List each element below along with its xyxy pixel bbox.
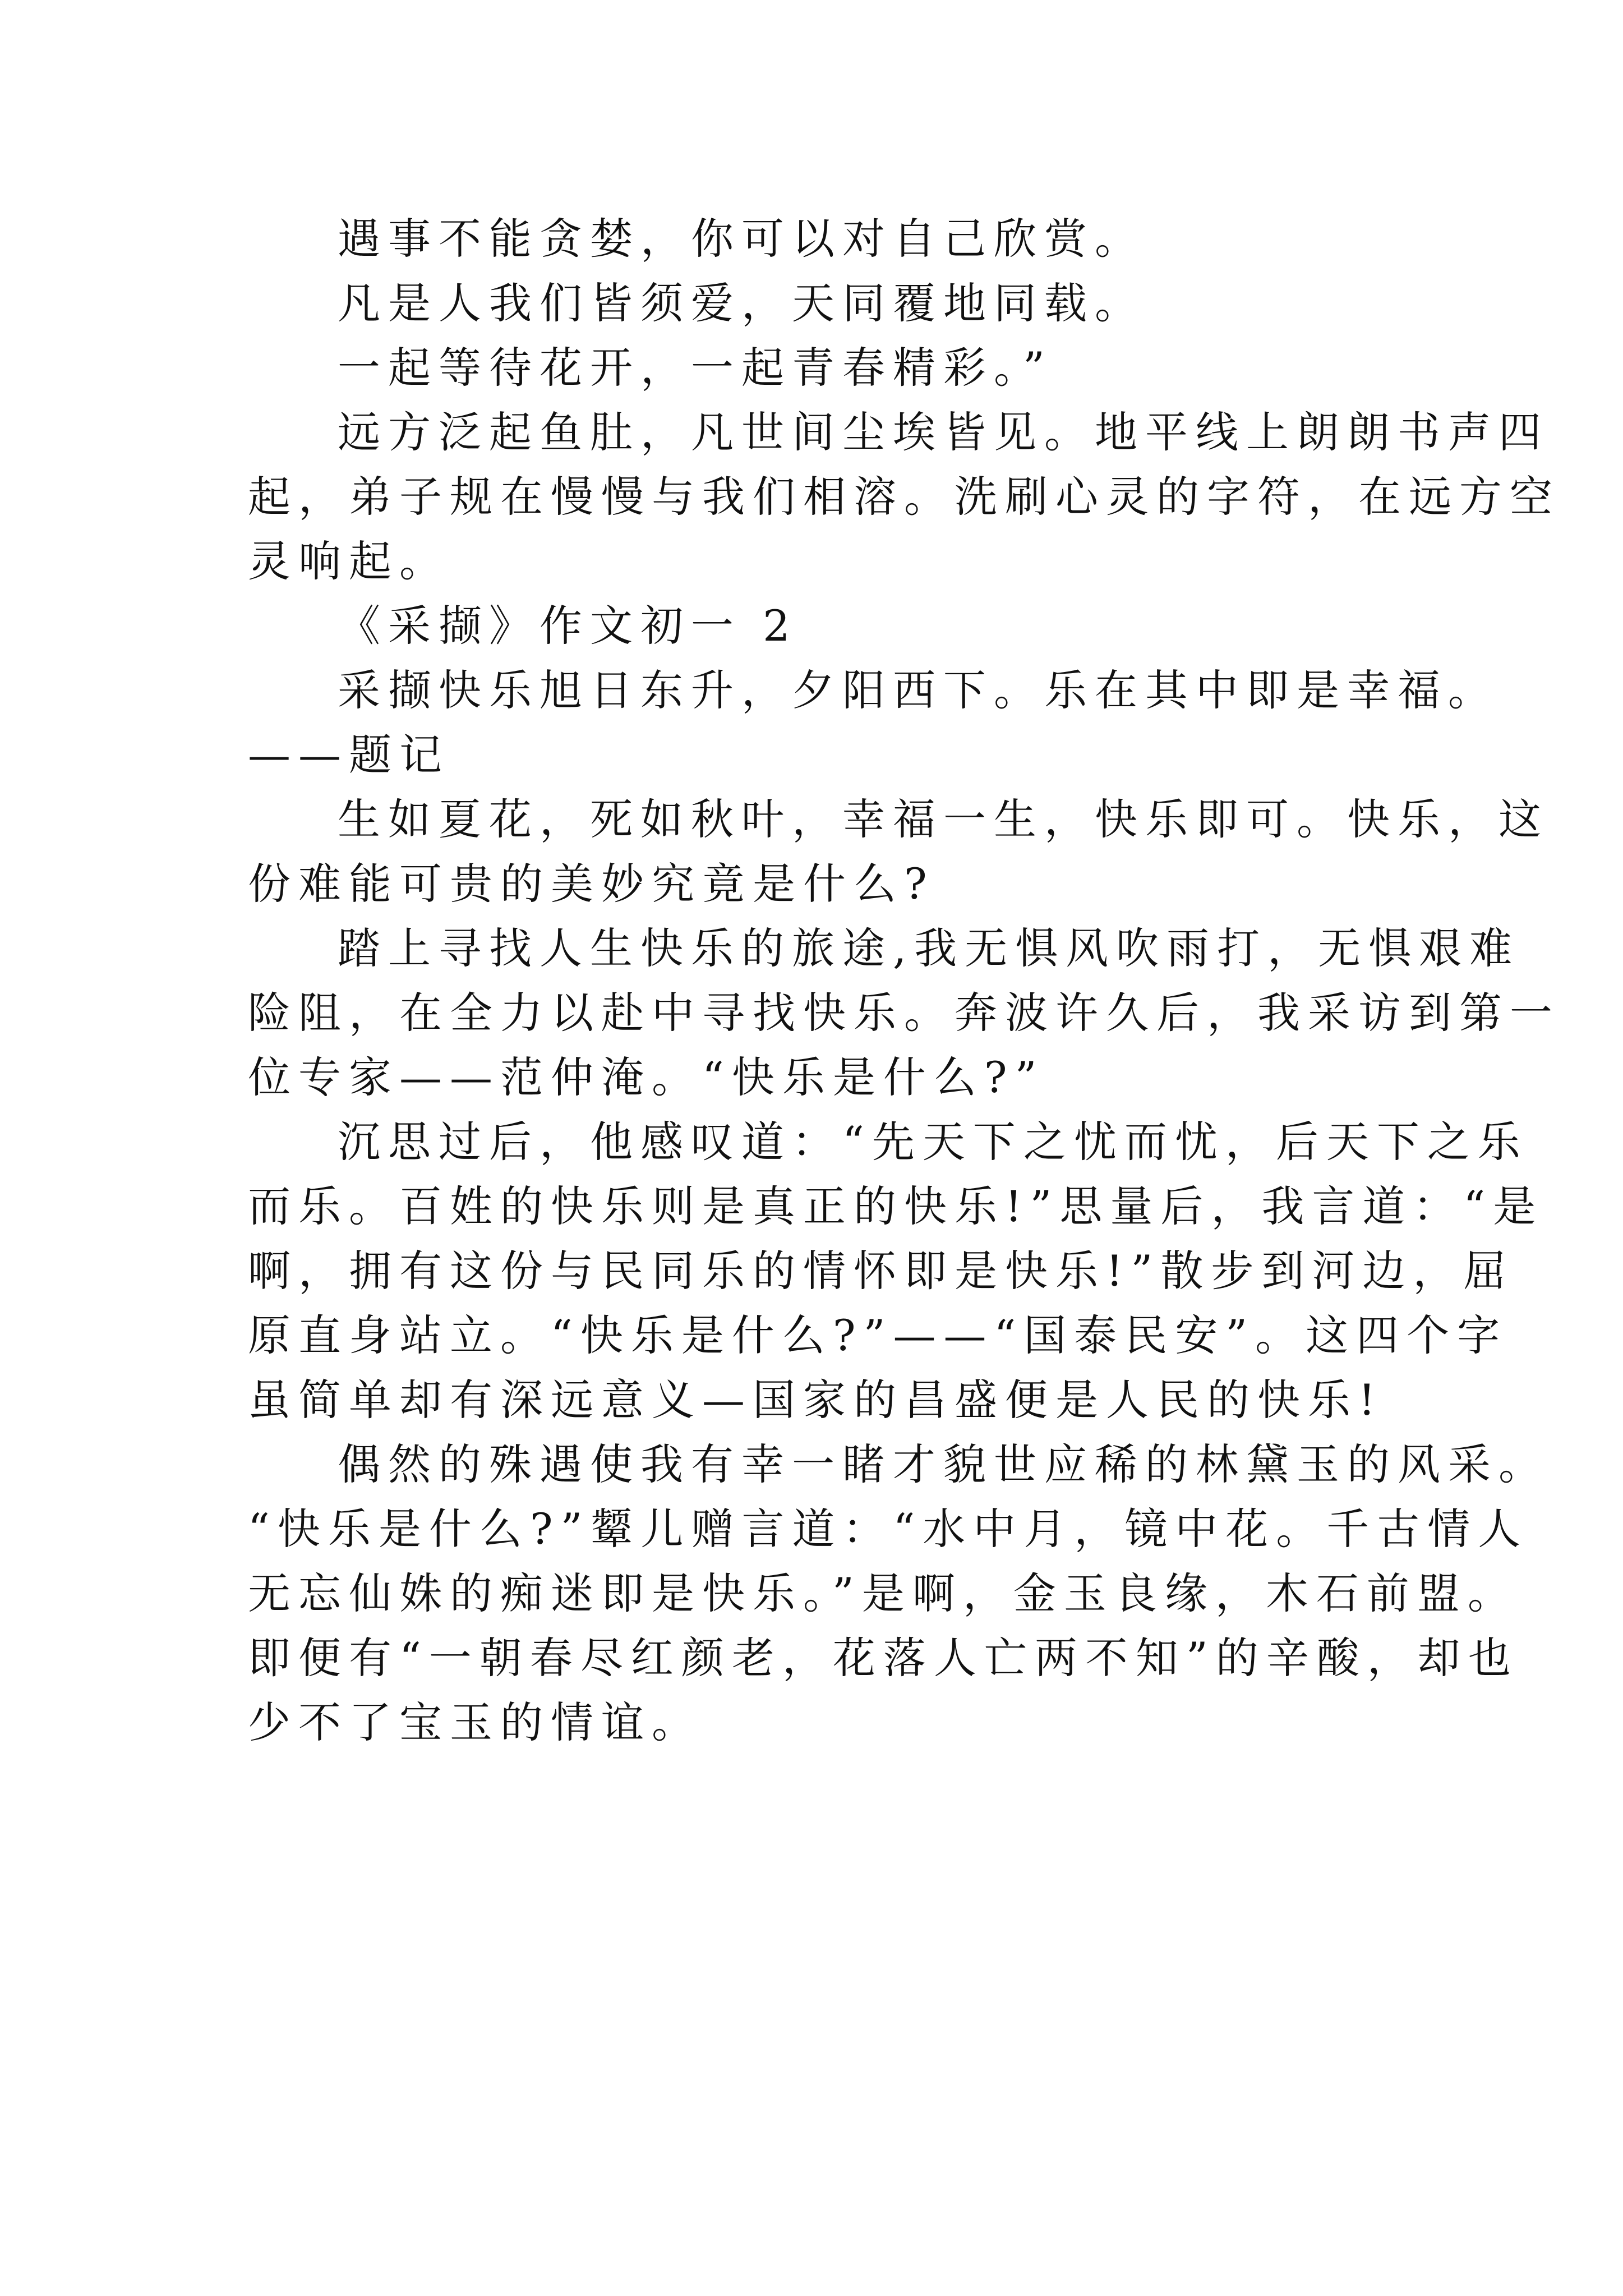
text-line: 无忘仙姝的痴迷即是快乐。”是啊，金玉良缘，木石前盟。 [248, 1568, 1518, 1618]
text-line: 位专家——范仲淹。“快乐是什么?” [248, 1052, 1045, 1102]
text-line: “快乐是什么?”颦儿赠言道：“水中月，镜中花。千古情人 [248, 1504, 1529, 1554]
text-line: 险阻，在全力以赴中寻找快乐。奔波许久后，我采访到第一 [248, 988, 1560, 1038]
text-line: 份难能可贵的美妙究竟是什么? [248, 859, 935, 909]
text-line: 生如夏花，死如秋叶，幸福一生，快乐即可。快乐，这 [338, 794, 1549, 844]
text-line: ——题记 [248, 730, 450, 780]
text-line: 即便有“一朝春尽红颜老，花落人亡两不知”的辛酸，却也 [248, 1633, 1519, 1683]
text-line: 凡是人我们皆须爱，天同覆地同载。 [338, 278, 1145, 328]
text-line: 远方泛起鱼肚，凡世间尘埃皆见。地平线上朗朗书声四 [338, 407, 1549, 457]
text-line: 灵响起。 [248, 536, 450, 586]
text-line: 采撷快乐旭日东升，夕阳西下。乐在其中即是幸福。 [338, 665, 1498, 715]
text-line: 踏上寻找人生快乐的旅途,我无惧风吹雨打，无惧艰难 [338, 923, 1520, 973]
document-body [248, 206, 1560, 1755]
text-line: 偶然的殊遇使我有幸一睹才貌世应稀的林黛玉的风采。 [338, 1439, 1549, 1489]
text-line: 起，弟子规在慢慢与我们相溶。洗刷心灵的字符，在远方空 [248, 472, 1560, 522]
text-line: 一起等待花开，一起青春精彩。” [338, 343, 1053, 393]
text-line: 遇事不能贪婪，你可以对自己欣赏。 [338, 214, 1145, 264]
text-line: 啊，拥有这份与民同乐的情怀即是快乐!”散步到河边，屈 [248, 1246, 1514, 1296]
section-heading: 《采撷》作文初一 2 [338, 601, 798, 651]
text-line: 沉思过后，他感叹道：“先天下之忧而忧，后天下之乐 [338, 1117, 1528, 1167]
text-line: 原直身站立。“快乐是什么?”——“国泰民安”。这四个字 [248, 1310, 1508, 1360]
text-line: 而乐。百姓的快乐则是真正的快乐!”思量后，我言道：“是 [248, 1181, 1544, 1231]
text-line: 虽简单却有深远意义—国家的昌盛便是人民的快乐! [248, 1375, 1384, 1425]
text-line: 少不了宝玉的情谊。 [248, 1697, 702, 1747]
